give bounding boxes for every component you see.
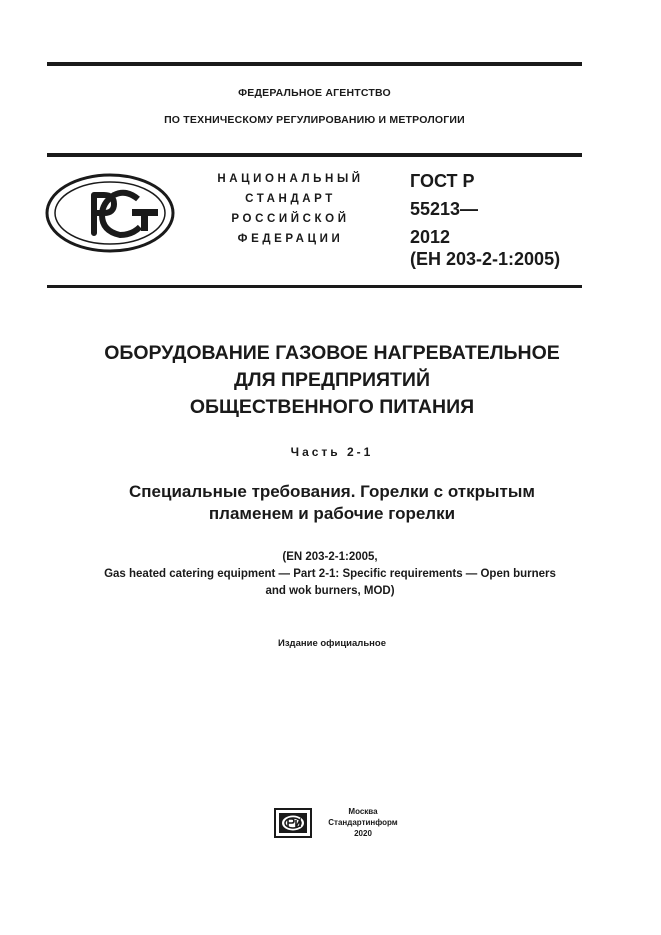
publisher-name: Стандартинформ: [328, 818, 398, 827]
gost-year: 2012: [410, 227, 451, 247]
agency-line-1: ФЕДЕРАЛЬНОЕ АГЕНТСТВО: [238, 87, 391, 99]
part-number: Часть 2-1: [290, 445, 374, 459]
publisher-block: [318, 806, 408, 839]
title-rule: [47, 285, 582, 288]
en-reference-line-1: (EN 203-2-1:2005,: [282, 551, 378, 563]
gost-number-line-1: ГОСТ Р: [410, 171, 475, 191]
subtitle-line-1: Специальные требования. Горелки с открытым: [129, 482, 535, 501]
national-standard-line-1: НАЦИОНАЛЬНЫЙ: [217, 173, 364, 185]
document-title-line-3: ОБЩЕСТВЕННОГО ПИТАНИЯ: [189, 396, 475, 418]
en-reference-line-3: and wok burners, MOD): [265, 585, 395, 597]
agency-line-2: ПО ТЕХНИЧЕСКОМУ РЕГУЛИРОВАНИЮ И МЕТРОЛОГИИ: [164, 114, 465, 126]
subtitle-line-2: пламенем и рабочие горелки: [208, 504, 456, 523]
national-standard-line-3: РОССИЙСКОЙ: [231, 213, 350, 225]
national-standard-line-2: СТАНДАРТ: [245, 193, 336, 205]
gost-number-line-2: 55213—: [410, 199, 479, 219]
top-rule: [47, 62, 582, 66]
publisher-city: Москва: [348, 807, 378, 816]
document-title-line-2: ДЛЯ ПРЕДПРИЯТИЙ: [234, 369, 430, 391]
document-title-line-1: ОБОРУДОВАНИЕ ГАЗОВОЕ НАГРЕВАТЕЛЬНОЕ: [104, 342, 560, 364]
standartinform-logo-icon: [274, 808, 312, 838]
en-reference-line-2: Gas heated catering equipment — Part 2-1: Specific requirements — Open burners: [104, 568, 556, 580]
national-standard-line-4: ФЕДЕРАЦИИ: [237, 233, 344, 245]
header-rule: [47, 153, 582, 157]
rst-certification-logo-icon: [44, 173, 176, 253]
en-designation: (ЕН 203-2-1:2005): [410, 249, 561, 269]
publisher-year: 2020: [354, 829, 372, 838]
edition-label: Издание официальное: [278, 638, 386, 649]
